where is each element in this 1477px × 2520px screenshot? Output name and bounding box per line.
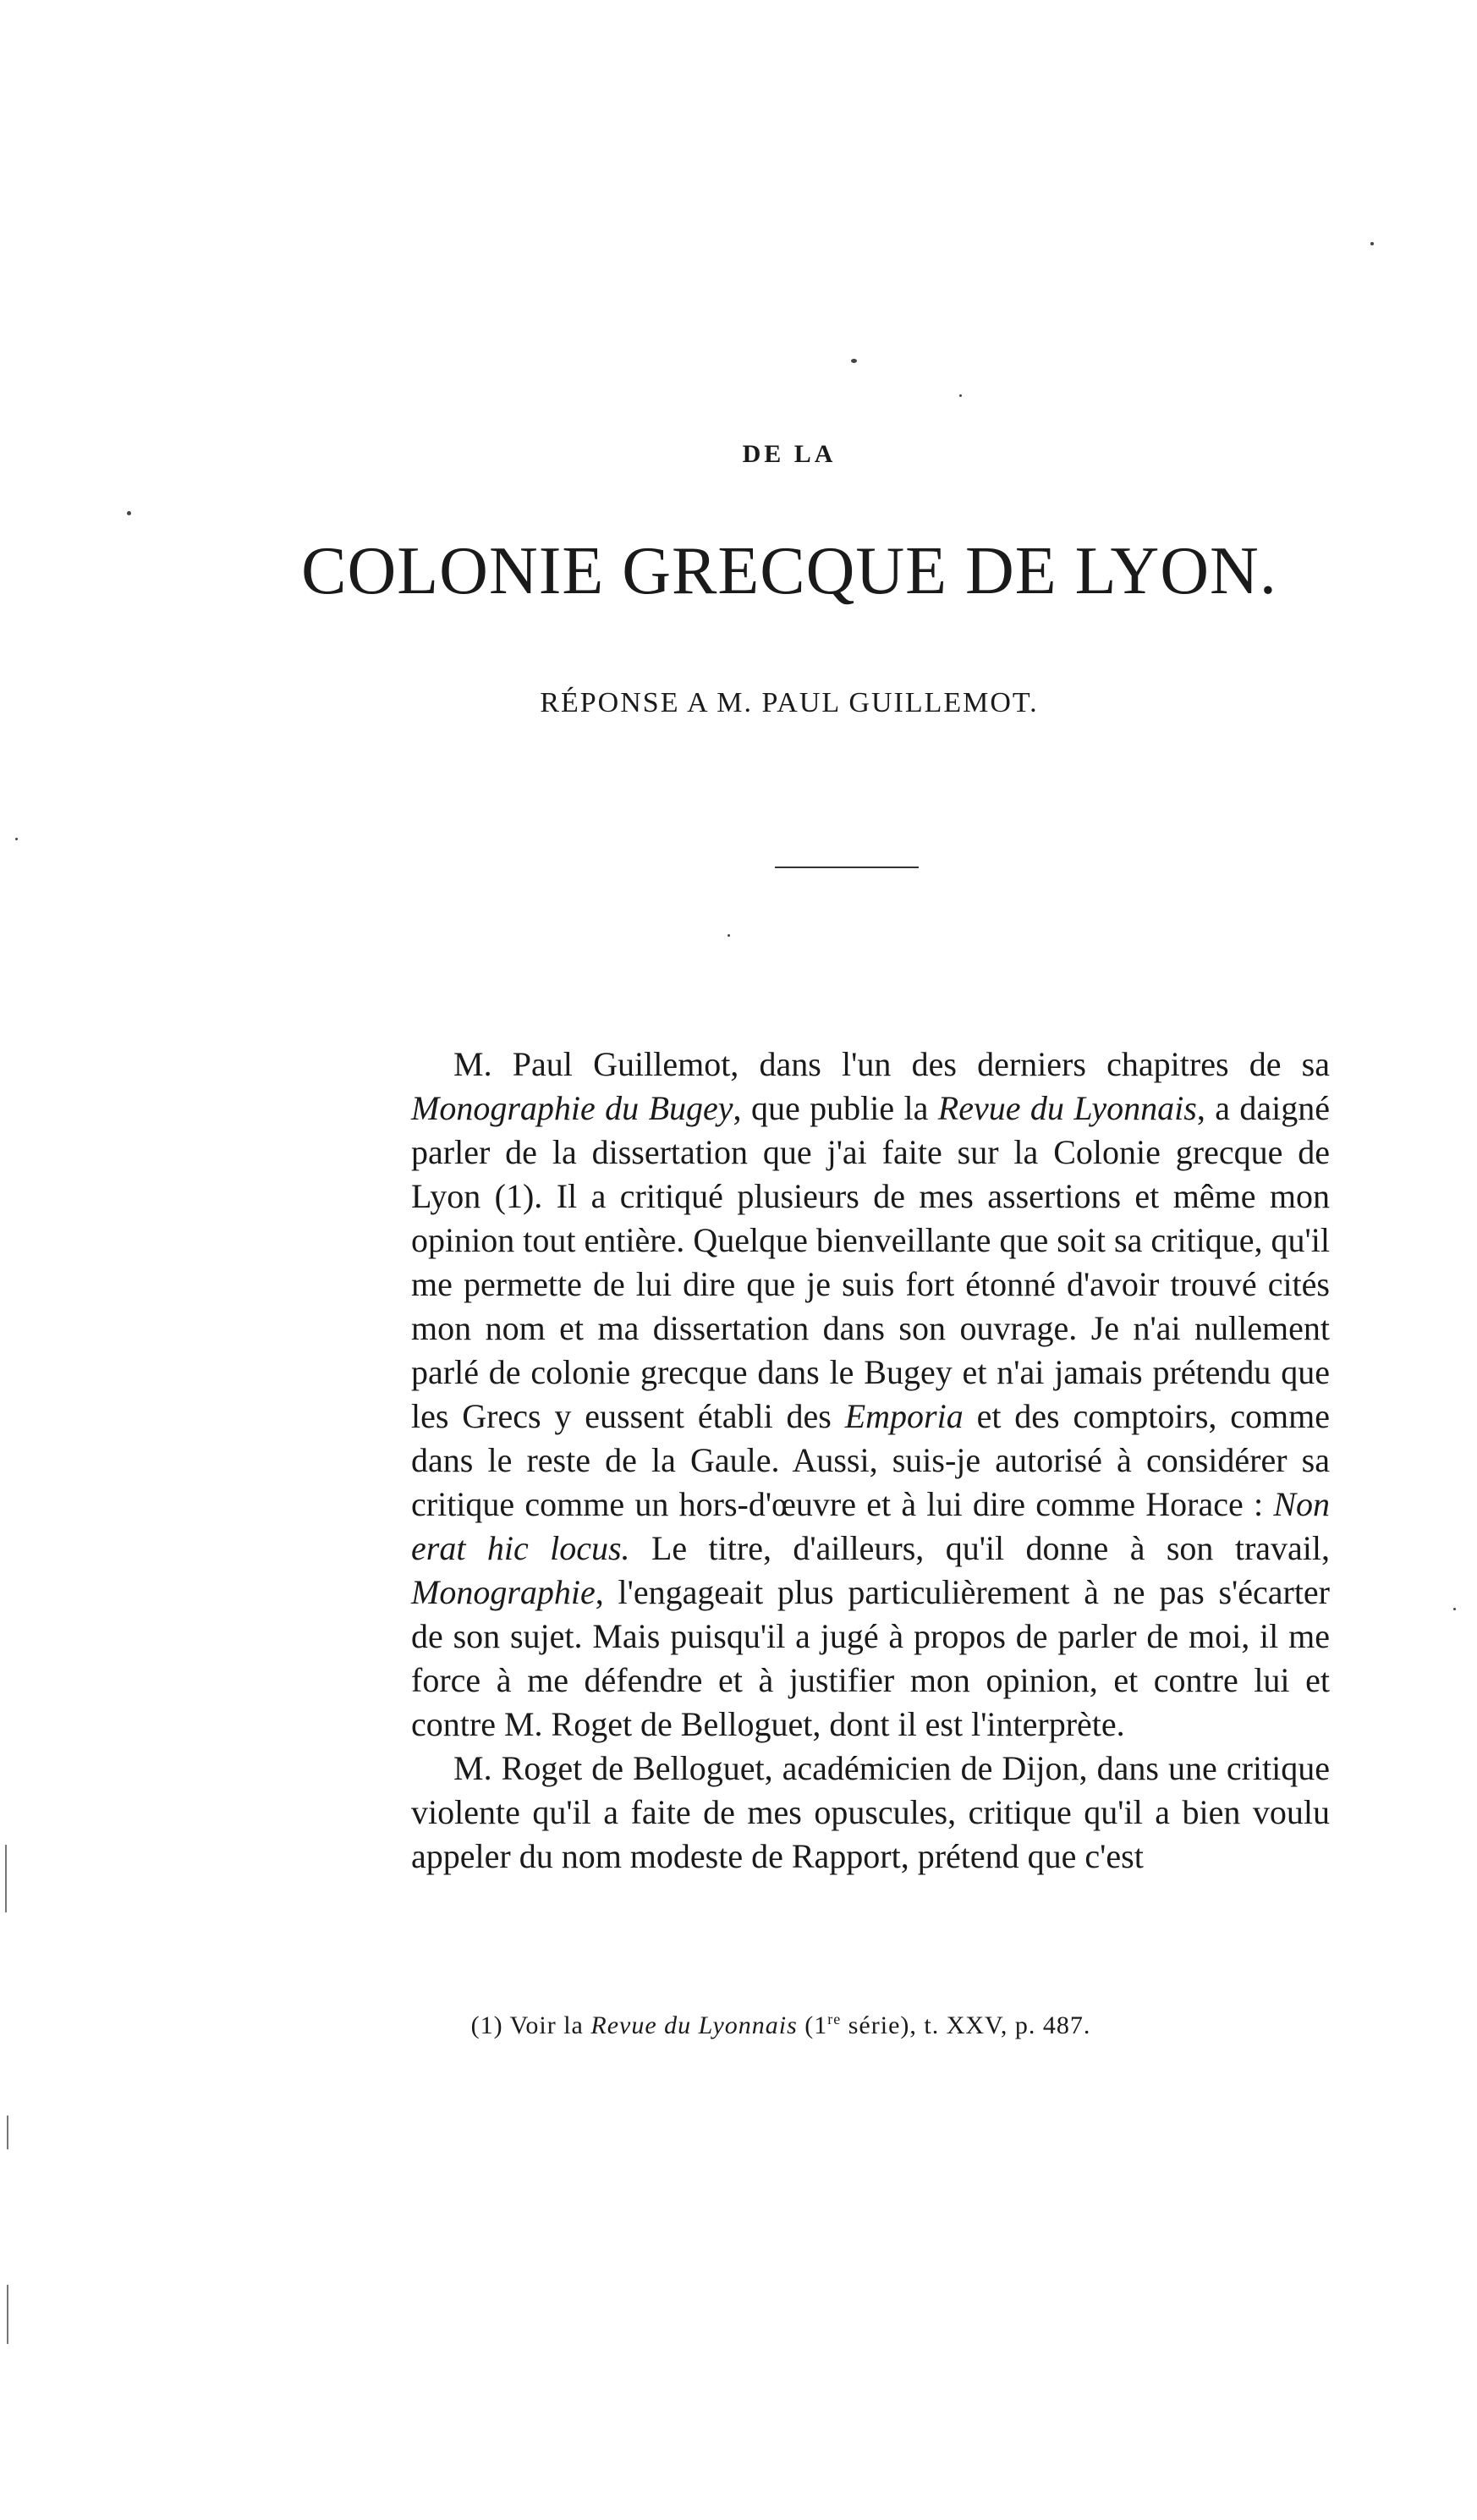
scan-speck <box>959 394 962 397</box>
p1-italic-5: Monographie <box>411 1573 596 1611</box>
scan-speck <box>1453 1608 1456 1610</box>
subtitle: RÉPONSE A M. PAUL GUILLEMOT. <box>540 687 1039 718</box>
p1-text-e: Le titre, d'ailleurs, qu'il donne à son travail, <box>629 1529 1331 1567</box>
p1-text-f: , l'engageait plus particulièrement à ne pas s'écarter de son sujet. Mais puisqu'il a jugé à propos de parler de moi, il me force à me défendre et à justifier mon opinion, et contre lui et contre M. Roget de Belloguet, dont il est l'interprète. <box>411 1573 1330 1743</box>
scan-speck <box>127 511 131 515</box>
footnote-text-b: (1 <box>797 2011 828 2039</box>
scan-speck <box>15 838 18 840</box>
scan-edge-mark <box>7 2116 8 2149</box>
page-title: COLONIE GRECQUE DE LYON. <box>301 534 1277 608</box>
footnote-italic: Revue du Lyonnais <box>590 2011 798 2039</box>
p1-text-a: M. Paul Guillemot, dans l'un des derniers chapitres de sa <box>453 1045 1330 1083</box>
footnote-text-c: série), t. XXV, p. 487. <box>841 2011 1091 2039</box>
paragraph-1 <box>411 1043 1330 1747</box>
scan-speck <box>851 359 857 363</box>
paragraph-2: M. Roget de Belloguet, académicien de Dijon, dans une critique violente qu'il a faite de mes opuscules, critique qu'il a bien voulu appeler du nom modeste de Rapport, prétend que c'est <box>411 1749 1330 1875</box>
p1-text-d: et des comptoirs, comme dans le reste de la Gaule. Aussi, suis-je autorisé à considérer sa critique comme un hors-d'œuvre et à lui dire comme Horace : <box>411 1397 1331 1523</box>
p1-italic-2: Revue du Lyonnais <box>937 1089 1197 1127</box>
scan-speck <box>728 934 730 937</box>
preheading: DE LA <box>742 440 837 468</box>
p1-italic-1: Monographie du Bugey <box>411 1089 733 1127</box>
p1-text-c: , a daigné parler de la dissertation que j'ai faite sur la Colonie grecque de Lyon (1). Il a critiqué plusieurs de mes assertions et même mon opinion tout entière. Quelque bienveillante que soit sa critique, qu'il me permette de lui dire que je suis fort étonné d'avoir trouvé cités mon nom et ma dissertation dans son ouvrage. Je n'ai nullement parlé de colonie grecque dans le Bugey et n'ai jamais prétendu que les Grecs y eussent établi des <box>411 1089 1331 1435</box>
p1-italic-4: Non erat hic locus. <box>411 1485 1330 1567</box>
divider <box>775 867 919 868</box>
body-text <box>411 1043 1330 1879</box>
scan-speck <box>1370 242 1374 245</box>
footnote-sup: re <box>827 2011 842 2028</box>
p1-text-b: , que publie la <box>733 1089 938 1127</box>
footnote <box>0 2011 1477 2040</box>
p1-italic-3: Emporia <box>844 1397 964 1435</box>
scan-edge-mark <box>5 1845 7 1912</box>
footnote-text-a: (1) Voir la <box>470 2011 591 2039</box>
scan-edge-mark <box>7 2285 8 2344</box>
